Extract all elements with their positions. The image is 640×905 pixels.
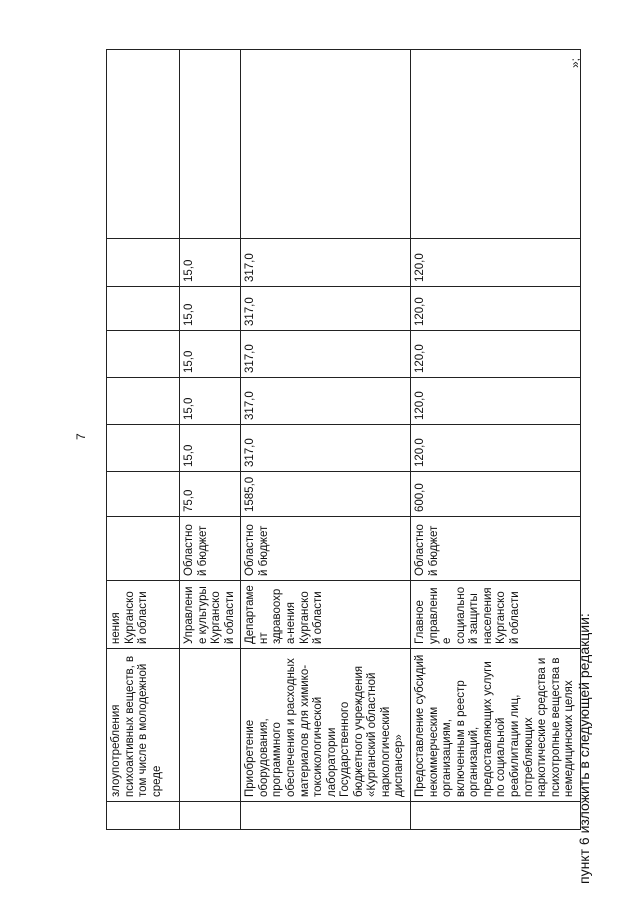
executor-cell: нения Курганской области [107, 581, 180, 649]
year-cell [107, 378, 180, 425]
total-cell: 600,0 [411, 472, 581, 517]
executor-cell: Управление культуры Курганской области [180, 581, 241, 649]
empty-cell [411, 50, 581, 239]
page-number: 7 [74, 433, 88, 440]
total-cell: 1585,0 [241, 472, 411, 517]
year-cell: 15,0 [180, 378, 241, 425]
year-cell: 317,0 [241, 331, 411, 378]
empty-cell [180, 50, 241, 239]
year-cell: 15,0 [180, 425, 241, 472]
action-cell [180, 649, 241, 802]
total-cell: 75,0 [180, 472, 241, 517]
year-cell: 120,0 [411, 378, 581, 425]
year-cell: 15,0 [180, 239, 241, 287]
year-cell [107, 425, 180, 472]
source-cell [107, 517, 180, 581]
executor-cell: Главное управление социальной защиты населения Курганской области [411, 581, 581, 649]
table-row [411, 50, 581, 830]
year-cell: 120,0 [411, 425, 581, 472]
year-cell [107, 287, 180, 331]
rotated-table-container [106, 50, 576, 830]
row-number-cell [411, 802, 581, 830]
year-cell [107, 239, 180, 287]
amendment-instruction: пункт 6 изложить в следующей редакции: [576, 613, 592, 884]
table-row [180, 50, 241, 830]
row-number-cell [180, 802, 241, 830]
action-cell: Предоставление субсидий некоммерческим организациям, включенным в реестр организаций, предоставляющих услуги по социальной реабилитации лиц, потребляющих наркотические средства и психотропные вещества в немедицинских целях [411, 649, 581, 802]
year-cell: 120,0 [411, 331, 581, 378]
total-cell [107, 472, 180, 517]
year-cell: 317,0 [241, 239, 411, 287]
source-cell: Областной бюджет [411, 517, 581, 581]
executor-cell: Департамент здравоохра-нения Курганской области [241, 581, 411, 649]
source-cell: Областной бюджет [180, 517, 241, 581]
year-cell: 317,0 [241, 425, 411, 472]
row-number-cell [241, 802, 411, 830]
year-cell: 120,0 [411, 239, 581, 287]
year-cell [107, 331, 180, 378]
closing-quote-mark: »; [568, 57, 582, 68]
program-activities-table [106, 49, 581, 830]
empty-cell [107, 50, 180, 239]
year-cell: 317,0 [241, 287, 411, 331]
year-cell: 15,0 [180, 287, 241, 331]
table-row [107, 50, 180, 830]
table-row [241, 50, 411, 830]
row-number-cell [107, 802, 180, 830]
year-cell: 120,0 [411, 287, 581, 331]
source-cell: Областной бюджет [241, 517, 411, 581]
empty-cell [241, 50, 411, 239]
action-cell: злоупотребления психоактивных веществ, в том числе в молодежной среде [107, 649, 180, 802]
year-cell: 317,0 [241, 378, 411, 425]
year-cell: 15,0 [180, 331, 241, 378]
action-cell: Приобретение оборудования, программного обеспечения и расходных материалов для химико-токсикологической лаборатории Государственного бюджетного учреждения «Курганский областной наркологический диспансер» [241, 649, 411, 802]
